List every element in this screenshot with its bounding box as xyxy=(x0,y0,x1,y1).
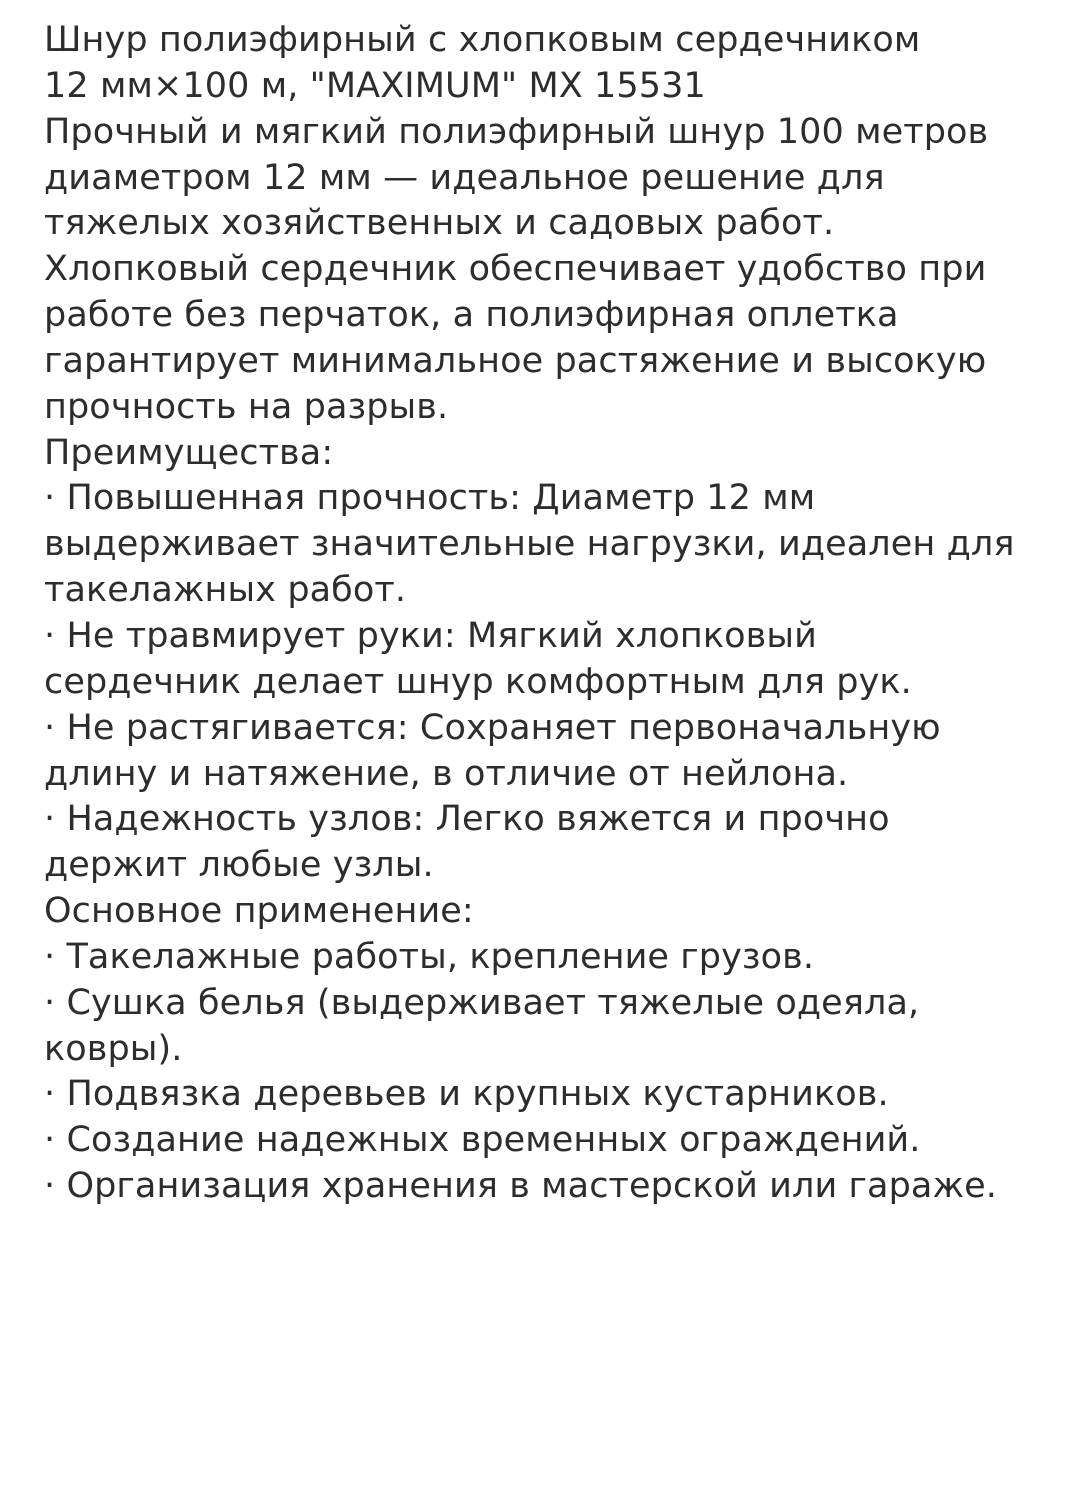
advantages-heading: Преимущества: xyxy=(44,432,334,473)
product-description-block xyxy=(44,18,1024,1210)
application-item-laundry: · Сушка белья (выдерживает тяжелые одеяла, ковры). xyxy=(44,982,931,1069)
advantage-item-no-stretch: · Не растягивается: Сохраняет первоначальную длину и натяжение, в отличие от нейлона. xyxy=(44,707,952,794)
application-item-rigging: · Такелажные работы, крепление грузов. xyxy=(44,936,815,977)
advantage-item-strength: · Повышенная прочность: Диаметр 12 мм выдерживает значительные нагрузки, идеален для такелажных работ. xyxy=(44,478,1026,611)
advantage-item-hand-friendly: · Не травмирует руки: Мягкий хлопковый сердечник делает шнур комфортным для рук. xyxy=(44,615,912,702)
applications-heading: Основное применение: xyxy=(44,891,474,932)
advantage-item-knots: · Надежность узлов: Легко вяжется и прочно держит любые узлы. xyxy=(44,799,901,886)
product-title-line-2: 12 мм×100 м, "MAXIMUM" MX 15531 xyxy=(44,65,706,106)
product-title-line-1: Шнур полиэфирный с хлопковым сердечником xyxy=(44,20,921,60)
product-intro-paragraph: Прочный и мягкий полиэфирный шнур 100 метров диаметром 12 мм — идеальное решение для тяжелых хозяйственных и садовых работ. Хлопковый сердечник обеспечивает удобство при работе без перчаток, а полиэфирная оплетка гарантирует минимальное растяжение и высокую прочность на разрыв. xyxy=(44,111,1000,427)
application-item-plants: · Подвязка деревьев и крупных кустарников. xyxy=(44,1074,889,1115)
application-item-fencing: · Создание надежных временных ограждений. xyxy=(44,1120,921,1161)
application-item-storage: · Организация хранения в мастерской или гараже. xyxy=(44,1166,997,1207)
